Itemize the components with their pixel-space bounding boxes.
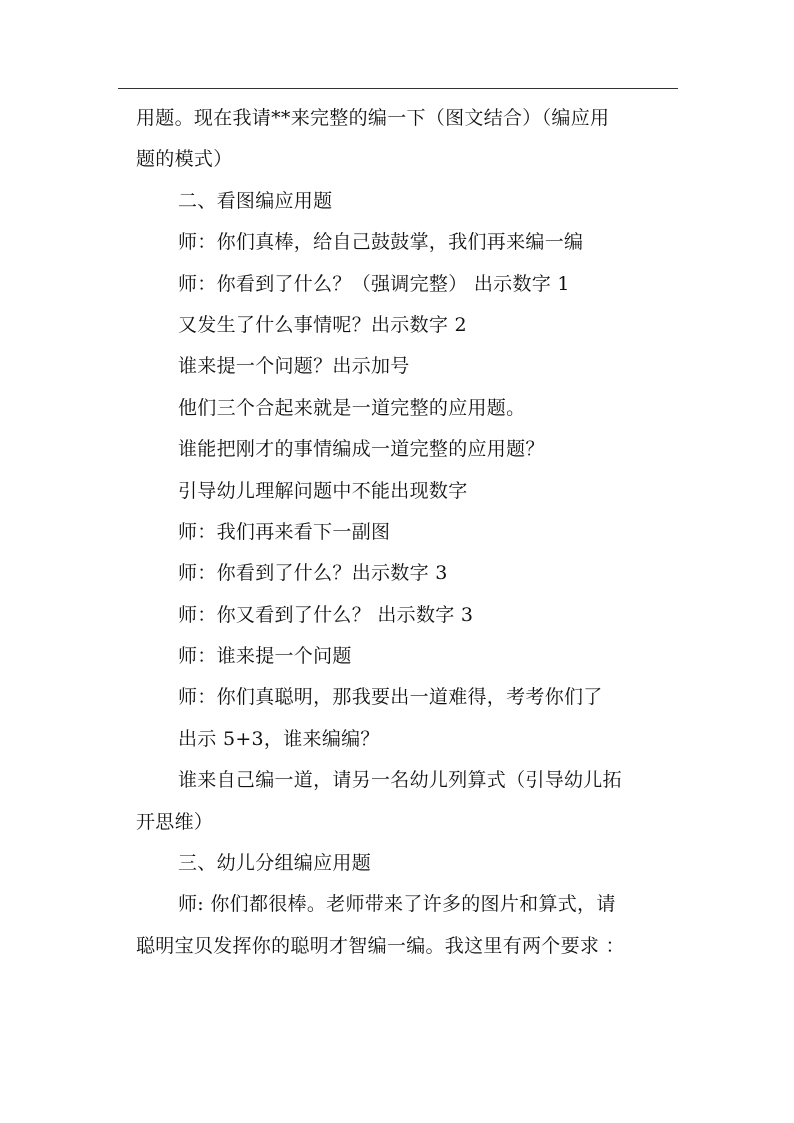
paragraph-line: 师：你们真棒，给自己鼓鼓掌，我们再来编一编 <box>178 231 584 254</box>
paragraph-line: 又发生了什么事情呢？出示数字 2 <box>178 313 467 336</box>
paragraph-line: 师: 你们都很棒。老师带来了许多的图片和算式，请 <box>178 893 616 916</box>
section-heading: 三、幼儿分组编应用题 <box>178 852 372 875</box>
header-rule <box>118 88 678 89</box>
paragraph-line: 师：你看到了什么？（强调完整） 出示数字 1 <box>178 272 570 295</box>
paragraph-line: 用题。现在我请**来完整的编一下（图文结合）（编应用 <box>136 107 610 129</box>
document-body <box>136 108 666 977</box>
paragraph-line: 师：我们再来看下一副图 <box>178 520 391 543</box>
section-heading: 二、看图编应用题 <box>178 189 333 212</box>
paragraph-line: 开思维） <box>136 810 214 833</box>
paragraph-line: 师：你又看到了什么？ 出示数字 3 <box>178 603 474 626</box>
paragraph-line: 师：你们真聪明，那我要出一道难得，考考你们了 <box>178 686 603 709</box>
paragraph-line: 谁来提一个问题？出示加号 <box>178 355 410 378</box>
paragraph-line: 谁能把刚才的事情编成一道完整的应用题？ <box>178 438 545 461</box>
paragraph-line: 引导幼儿理解问题中不能出现数字 <box>178 479 468 502</box>
paragraph-line: 聪明宝贝发挥你的聪明才智编一编。我这里有两个要求 ： <box>136 934 625 957</box>
paragraph-line: 师：你看到了什么？出示数字 3 <box>178 562 448 585</box>
paragraph-line: 他们三个合起来就是一道完整的应用题。 <box>178 396 526 419</box>
paragraph-line: 出示 5+3，谁来编编？ <box>178 727 380 750</box>
paragraph-line: 师：谁来提一个问题 <box>178 645 352 668</box>
paragraph-line: 题的模式） <box>136 148 233 171</box>
paragraph-line: 谁来自己编一道，请另一名幼儿列算式（引导幼儿拓 <box>178 769 622 792</box>
